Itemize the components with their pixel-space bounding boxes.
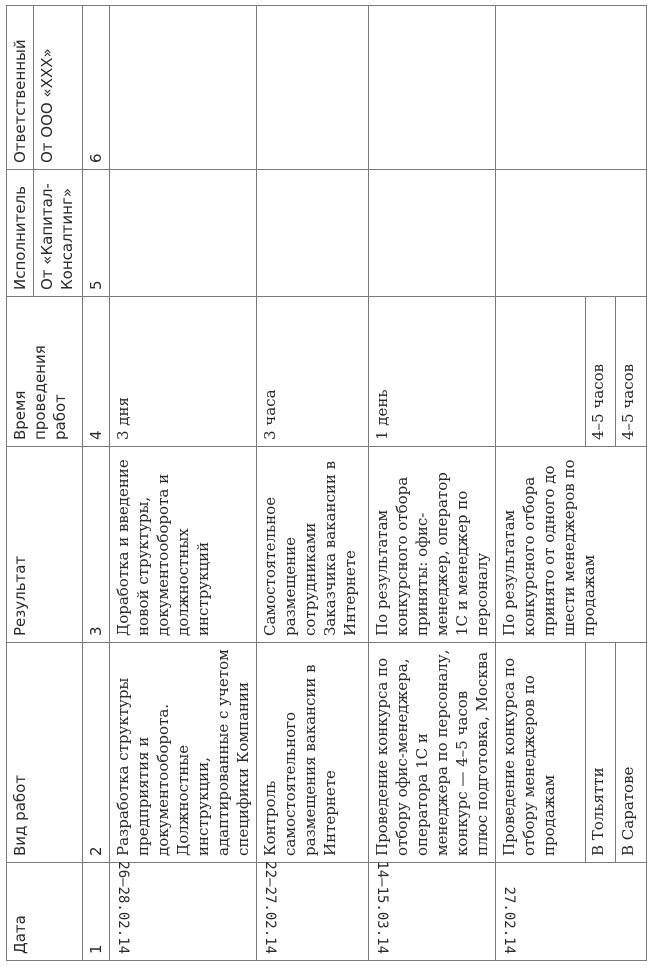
time-cell: 4–5 часов — [586, 297, 616, 447]
date-cell — [110, 863, 257, 961]
responsible-cell — [257, 6, 369, 170]
date-text: 22–27.02.14 — [262, 861, 278, 954]
header-executor — [7, 170, 83, 297]
date-cell — [369, 863, 496, 961]
executor-cell — [257, 170, 369, 297]
header-result: Результат — [7, 447, 83, 643]
column-number: 6 — [83, 6, 110, 170]
responsible-cell — [496, 6, 647, 170]
executor-cell — [110, 170, 257, 297]
header-date: Дата — [7, 863, 83, 961]
work-cell: Проведение конкурса по отбору менеджеров по продажам — [496, 643, 586, 863]
column-number: 4 — [83, 297, 110, 447]
responsible-cell — [369, 6, 496, 170]
header-work: Вид работ — [7, 643, 83, 863]
date-cell — [496, 863, 647, 961]
header-responsible — [7, 6, 83, 170]
responsible-cell — [110, 6, 257, 170]
column-number: 1 — [83, 863, 110, 961]
date-text: 27.02.14 — [501, 886, 517, 954]
time-cell: 3 дня — [110, 297, 257, 447]
result-cell: По результатам конкурсного отбора приняты: офис-менеджер, оператор 1С и менеджер по персоналу — [369, 447, 496, 643]
work-cell: Проведение конкурса по отбору офис-менеджера, оператора 1С и менеджера по персоналу, конкурс — 4–5 часов плюс подготовка, Москва — [369, 643, 496, 863]
table-row — [496, 6, 586, 961]
work-cell: Разработка структуры предприятия и документооборота. Должностные инструкции, адаптированные с учетом специфики Компании — [110, 643, 257, 863]
header-executor-title: Исполнитель — [7, 170, 34, 296]
date-cell — [257, 863, 369, 961]
table-row — [369, 6, 496, 961]
work-schedule-table — [6, 5, 647, 961]
column-number: 5 — [83, 170, 110, 297]
work-cell-city: В Саратове — [616, 643, 647, 863]
executor-cell — [496, 170, 647, 297]
column-number: 3 — [83, 447, 110, 643]
time-cell: 4–5 часов — [616, 297, 647, 447]
time-cell: 1 день — [369, 297, 496, 447]
column-number: 2 — [83, 643, 110, 863]
header-time: Время проведения работ — [7, 297, 83, 447]
result-cell: Доработка и введение новой структуры, документооборота и должностных инструкций — [110, 447, 257, 643]
date-text: 14–15.03.14 — [374, 861, 390, 954]
header-executor-subtitle: От «Капитал-Консалтинг» — [38, 183, 76, 290]
result-cell: По результатам конкурсного отбора принято от одного до шести менеджеров по продажам — [496, 447, 647, 643]
result-cell: Самостоятельное размещение сотрудниками Заказчика вакансии в Интернете — [257, 447, 369, 643]
work-cell-city: В Тольятти — [586, 643, 616, 863]
table-row — [257, 6, 369, 961]
column-number-row — [83, 6, 110, 961]
date-text: 26–28.02.14 — [115, 861, 131, 954]
header-responsible-title: Ответственный — [7, 6, 34, 169]
work-cell: Контроль самостоятельного размещения вакансии в Интернете — [257, 643, 369, 863]
executor-cell — [369, 170, 496, 297]
time-cell: 3 часа — [257, 297, 369, 447]
time-cell — [496, 297, 586, 447]
header-responsible-subtitle: От ООО «ХХХ» — [38, 48, 56, 163]
table-row — [110, 6, 257, 961]
header-row — [7, 6, 83, 961]
